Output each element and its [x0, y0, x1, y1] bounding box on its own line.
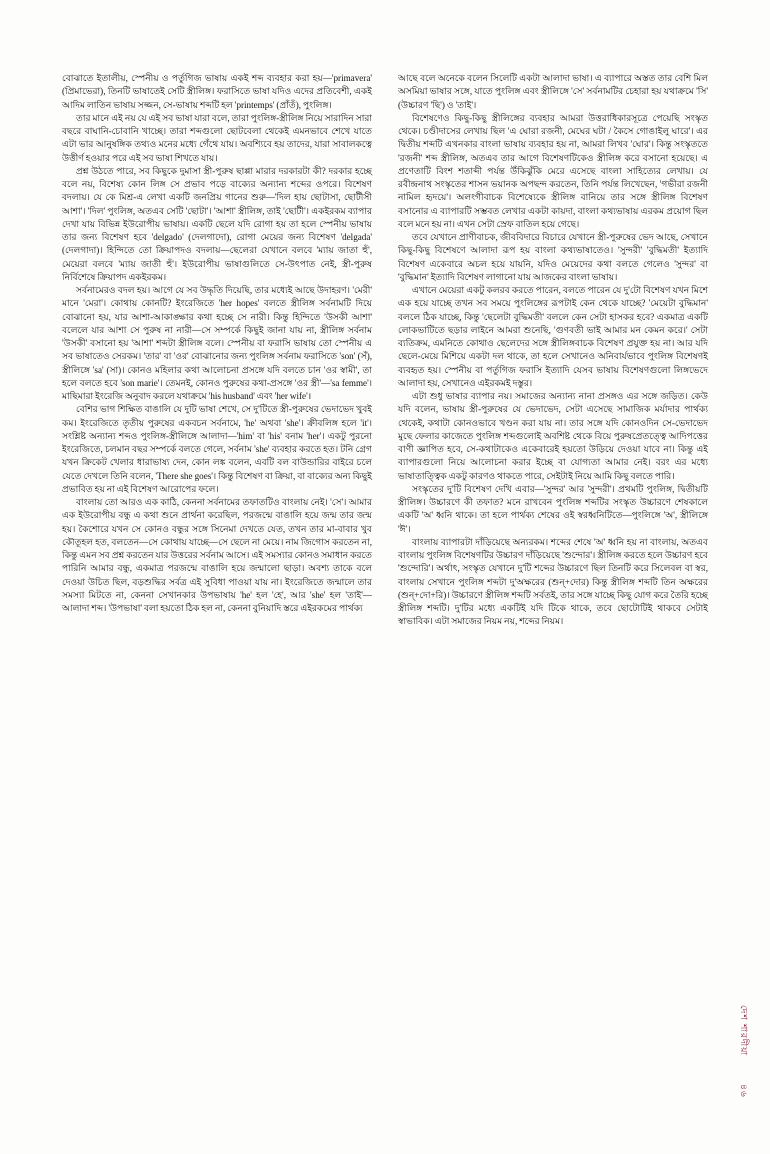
paragraph: প্রশ্ন উঠতে পারে, সব কিছুকে দুমাসা স্ত্রী-পুরুষ ছাপ্পা মারার দরকারটা কী? দরকার হচ্ছে বলে নয়, বিশেষ্য কোন লিঙ্গ সে প্রভাব পড়ে বাক্যের অন্যান্য শব্দের ওপরে। বিশেষণ বদলায়। যে কে মিশ্র-এ লেখা একটি জনপ্রিয় গানের শুরু—'দিল হায় ছোটাসা, ছোটীসী আশা'। 'দিল' পুংলিঙ্গ, অতএব সেটি 'ছোটা'। 'আশা' স্ত্রীলিঙ্গ, তাই 'ছোটী'। একইরকম ব্যাপার দেখা যায় বিভিন্ন ইউরোপীয় ভাষায়। একটি ছেলে যদি রোগা হয় তা হলে স্পেনীয় ভাষায় তার জন্য বিশেষণ হবে 'delgado' (দেলগাদো), রোগা মেয়ের জন্য বিশেষণ 'delgada' (দেলগাদা)। হিন্দিতে তো ক্রিয়াপদও বদলায়—ছেলেরা যেখানে বলবে 'ম্যায় জাতা হুঁ', মেয়েরা বলবে 'ম্যায় জাতী হুঁ'। ইউরোপীয় ভাষাগুলিতে সে-উৎপাত নেই, স্ত্রী-পুরুষ নির্বিশেষে ক্রিয়াপদ একইরকম। [62, 165, 372, 282]
paragraph: তার মানে এই নয় যে এই সব ভাষা যারা বলে, তারা পুংলিঙ্গ-স্ত্রীলিঙ্গ নিয়ে সারাদিন সারা বছরে বাঘানি-চোবানি খাচ্ছে। তারা শব্দগুলো ছোটবেলা থেকেই এমনভাবে শেখে যাতে এটা ভার আনুষঙ্গিক তথ্যও মনের মধ্যে গেঁথে যায়। অবশ্যিবে হয় তাদের, যারা সাবালকত্বে উত্তীর্ণ হওয়ার পরে এই সব ভাষা শিখতে যায়। [62, 112, 372, 163]
edge-label: দেশ শারদীয়া [739, 1004, 749, 1056]
paragraph: সর্বনামেরও বদল হয়। আগে যে সব উদ্ধৃতি দিয়েছি, তার মধ্যেই আছে উদাহরণ। 'মেরী' মানে 'মেরা'। কোথায় কোনটি? ইংরেজিতে 'her hopes' বলতে স্ত্রীলিঙ্গ সর্বনামটি দিয়ে বোঝানো হয়, যার আশা-আকাঙ্ক্ষার কথা হচ্ছে সে নারী। কিন্তু হিন্দিতে 'উসকী আশা' বলেলে যার আশা সে পুরুষ না নারী—সে সম্পর্কে কিছুই জানা যায় না, স্ত্রীলিঙ্গ সর্বনাম 'উসকী' বসানো হয় 'আশা' শব্দটা স্ত্রীলিঙ্গ বলে। স্পেনীয় বা ফরাসি ভাষায় তো স্পেনীয় এ সব ভাষাতেও সেরকম। 'তার' বা 'ওর' বোঝানোর জন্য পুংলিঙ্গ সর্বনাম ফরাসিতে 'son' (সঁ), স্ত্রীলিঙ্গে 'sa' (সা)। কোনও মহিলার কথা আলোচনা প্রসঙ্গে যদি বলতে চান 'ওর স্বামী', তা হলে বলতে হবে 'son marie'। তেমনই, কোনও পুরুষের কথা-প্রসঙ্গে 'ওর স্ত্রী'—'sa femme'। মাছিমারা ইংরেজি অনুবাদ করলে যথাক্রমে 'his husband' এবং 'her wife'। [62, 285, 372, 401]
left-column [62, 72, 372, 1072]
paragraph: বাংলায় তো আরও এক কাঠি, কেননা সর্বনামের তফাতটিও বাংলায় নেই। 'সে'। আমার এক ইউরোপীয় বন্ধু এ কথা শুনে প্রার্থনা করেছিল, পরজন্মে বাঙালি হয়ে জন্ম তার জন্ম হয়। কৈশোরে যখন সে কোনও বন্ধুর সঙ্গে সিনেমা দেখতে যেত, তখন তার মা-বাবার খুব কৌতূহল হত, বলতেন—সে কোথায় যাচ্ছে—সে ছেলে না মেয়ে। নাম জিগোস করতেন না, কিন্তু এমন সব প্রশ্ন করতেন যার উত্তরের সর্বনাম আসে। এই সমস্যার কোনও সমাধান করতে পারিনি আমার বন্ধু, একমাত্র পরজন্মে বাঙালি হয়ে জন্মালো ছাড়া। অবশ্য তাকে বলে দেওয়া উচিত ছিল, বড়শুদ্ধির সর্বত্র এই সুবিধা পাওয়া যায় না। ইংরেজিতে জন্মালে তার সমস্যা মিটতে না, কেননা সেখানকার উপভাষায় 'he' হল 'হে', আর 'she' হল 'তাই'—আলাদা শব্দ। 'উপভাষা' বলা হয়তো ঠিক হল না, কেননা বুনিয়াদি স্তরে এইরকমের পার্থক্য [62, 497, 372, 613]
right-column [398, 72, 708, 1072]
paragraph: বেশির ভাগ শিক্ষিত বাঙালি যে দুটি ভাষা শেখে, সে দু'টিতে স্ত্রী-পুরুষের ভেদাভেদ খুবই কম। ইংরেজিতে তৃতীয় পুরুষের একবচন সর্বনামে, 'he' অথবা 'she'। ক্রীবলিঙ্গ হলে 'it'। সংশ্লিষ্ট অন্যান্য শব্দও পুংলিঙ্গ-স্ত্রীলিঙ্গে আলাদা—'him' বা 'his' বনাম 'her'। একটু পুরনো ইংরেজিতে, চলমান বছর সম্পর্কে বলতে গেলে, সর্বনাম 'she' ব্যবহার করতে হত। টনি গ্রেগ যখন ক্রিকেট খেলার ধারাভাষ্য দেন, কোন লঙ্ক বলেন, এবটি বল বাউন্ডারির বাইরে চলে যেতে দেখলে তিনি বলেন, 'There she goes'। কিন্তু বিশেষণ বা ক্রিয়া, বা বাক্যের অন্য কিছুই প্রভাবিত হয় না এই বিশেষণ আরোপের ফলে। [62, 404, 372, 494]
paragraph: এখানে মেয়েরা একটু কলরব করতে পারেন, বলতে পারেন যে দু'টো বিশেষণ যখন মিশে এক হয়ে যাচ্ছে তখন সব সময়ে পুংলিঙ্গের রূপটাই কেন থেকে যাচ্ছে? 'মেয়েটা বুদ্ধিমান' বললে ঠিক যাচ্ছে, কিন্তু 'ছেলেটা বুদ্ধিমতী' বললে কেন সেটা হাসকর হবে? একমাত্র একটি লোকভাটিতে ছড়ার লাইনে আমরা শুনেছি, 'গুণবতী ভাই আমার মন কেমন করে।' সেটা ব্যতিক্রম, এমনিতে কোথাও ছেলেদের সঙ্গে স্ত্রীলিঙ্গবাচক বিশেষণ প্রযুক্ত হয় না। আর যদি ছেলে-মেয়ে মিশিয়ে একটা দল থাকে, তা হলে সেখানেও অনিবার্যভাবে পুংলিঙ্গ বিশেষণই ব্যবহৃত হয়। স্পেনীয় বা পর্তুগিজ ফরাসি ইত্যাদি যেসব ভাষায় বিশেষণগুলো লিঙ্গভেদে আলাদা হয়, সেখানেও এইরকমই দস্তুর। [398, 285, 708, 388]
paragraph: বোঝাতে ইতালীয়, স্পেনীয় ও পর্তুগিজ ভাষায় একই শব্দ ব্যবহার করা হয়—'primavera' (প্রিমাভেরা), তিনটি ভাষাতেই সেটি স্ত্রীলিঙ্গ। ফরাসিতে ভাষা যদিও এদের প্রতিবেশী, একই আদিম লাতিন ভাষায় সজ্জন, সে-ভাষায় শব্দটি হল 'printemps' (প্রাঁতঁ), পুংলিঙ্গ। [62, 73, 372, 110]
paragraph: আছে বলে অনেকে বলেন সিলেটি একটা আলাদা ভাষা। এ ব্যাপারে অস্তত তার বেশি মিল অসমিয়া ভাষার সঙ্গে, যাতে পুংলিঙ্গ এবং স্ত্রীলিঙ্গে 'সে' সর্বনামটির চেহারা হয় যথাক্রমে 'সি' (উচ্চারণ 'ছি') ও 'তাই'। [398, 73, 708, 110]
paragraph: বিশেষণেও কিছু-কিছু স্ত্রীলিঙ্গের ব্যবহার আমরা উত্তরাধিকারসূত্রে পেয়েছি সংস্কৃত থেকে। চণ্ডীদাসের লেখায় ছিল 'এ ঘোরা রজনী, মেঘের ঘটা / কৈসে গোঙাইলু ঘারে'। এর দ্বিতীয় শব্দটি এখনকার বাংলা ভাষায় ব্যবহার হয় না, আমরা লিখব 'ঘোর'। কিন্তু সংস্কৃততে 'রজনী' শব্দ স্ত্রীলিঙ্গ, অতএব তার আগে বিশেষণটিকেও স্ত্রীলিঙ্গ করে বসানো হয়েছে। এ প্রণেতাটি বিংশ শতাব্দী পর্যন্ত উঁকিঝুঁকি মেরে এসেছে বাংলা সাহিত্যের লেখায়। যে রবীন্দ্রনাথ সংস্কৃতের শাসন ভয়ানক অপছন্দ করতেন, তিনি পর্যন্ত লিখেছেন, 'গভীরা রজনী নামিল হৃদয়ে'। অলংগীবাচক বিশেষ্যেকে স্ত্রীলিঙ্গ বানিয়ে তার সঙ্গে স্ত্রীলিঙ্গ বিশেষণ বসানোর এ ব্যাপারটি সম্ভবত লেখার একটা কায়দা, বাংলা কথ্যভাষায় এরকম প্রয়োগ ছিল বলে মনে হয় না। এখন সেটা স্রেফ বাতিল হয়ে গেছে। [398, 112, 708, 229]
paragraph: এটা শুধু ভাষার ব্যাপার নয়। সমাজের অন্যান্য নানা প্রসঙ্গও এর সঙ্গে জড়িত। কেউ যদি বলেন, ভাষায় স্ত্রী-পুরুষের যে ভেদাভেদ, সেটা এসেছে সামাজিক মর্যাদার পার্থক্য থেকেই, কথাটা কোনওভাবে খণ্ডন করা যায় না। তার সঙ্গে যদি কোনওদিন সে-ভেদাভেদ মুছে ফেলার কাজেতে পুংলিঙ্গ শব্দগুলোই অবশিষ্ট থেকে বিয়ে পুরুষপ্রেতত্ত্বে আদিপত্তের বাণী জ্ঞাপিত হবে, সে-কথাটাকেও একেবারেই হয়তো উড়িয়ে দেওয়া যাবে না। কিন্তু এই ব্যাপারগুলো নিয়ে আলোচনা করার ইচ্ছে বা যোগ্যতা আমার নেই। বরং এর মধ্যে ভাষাতাত্ত্বিক একটু কারণও থাকতে পারে, সেইটাই নিয়ে আমি কিছু বলতে পারি। [398, 391, 708, 481]
paragraph: তবে যেখানে প্রাণীবাচক, জীববিদারে বিচারে যেখানে স্ত্রী-পুরুষের ভেদ আছে, সেখানে কিছু-কিছু বিশেষণে আলাদা রূপ হয় বাংলা কথ্যভাষাতেও। 'সুন্দরী' 'বুদ্ধিমতী' ইত্যাদি বিশেষণ একেবারে অচল হয়ে যায়নি, যদিও মেয়েদের কথা বলতে গেলেও 'সুন্দর' বা 'বুদ্ধিমান' ইত্যাদি বিশেষণ লাগানো যায় আজকের বাংলা ভাষায়। [398, 232, 708, 282]
paragraph: বাংলায় ব্যাপারটা দাঁড়িয়েছে অন্যরকম। শব্দের শেষে 'অ' ধ্বনি হয় না বাংলায়, অতএব বাংলায় পুংলিঙ্গ বিশেষণটির উচ্চারণ দাঁড়িয়েছে 'শুন্দোর'। স্ত্রীলিঙ্গ করতে হলে উচ্চারণ হবে 'শুন্দোরি'। অর্থাৎ, সংস্কৃত যেখানে দু'টি শব্দের উচ্চারণে ছিল তিনটি করে সিলেবল বা স্বর, বাংলায় সেখানে পুংলিঙ্গ শব্দটা দু'অক্ষরের (শুন্+দোর) কিন্তু স্ত্রীলিঙ্গ শব্দটি তিন অক্ষরের (শুন্+দো+রি)। উচ্চারণে স্ত্রীলিঙ্গ শব্দটি সর্বতই, তার সঙ্গে যাচ্ছে কিছু যোগ করে তৈরি হচ্ছে স্ত্রীলিঙ্গ শব্দটি। দু'টির মধ্যে একটিই যদি টিকে থাকে, তবে ছোটোটিই থাকবে সেটাই স্বাভাবিক। এটা সমাজের নিয়ম নয়, শব্দের নিয়ম। [398, 536, 708, 627]
two-column-body [62, 72, 708, 1072]
paragraph: সংস্কৃতের দু'টি বিশেষণ দেখি এবার—'সুন্দর' আর 'সুন্দরী'। প্রথমটি পুংলিঙ্গ, দ্বিতীয়টি স্ত্রীলিঙ্গ। উচ্চারণে কী তফাত? মনে রাখবেন পুংলিঙ্গ শব্দটির সংস্কৃত উচ্চারণে শেষকালে একটি 'অ' ধ্বনি থাকে। তা হলে পার্থক্য শেষের ওই স্বরধ্বনিটিতে—পুংলিঙ্গে 'অ', স্ত্রীলিঙ্গে 'ঈ'। [398, 483, 708, 534]
page-number: ৪৬ [739, 1084, 749, 1098]
